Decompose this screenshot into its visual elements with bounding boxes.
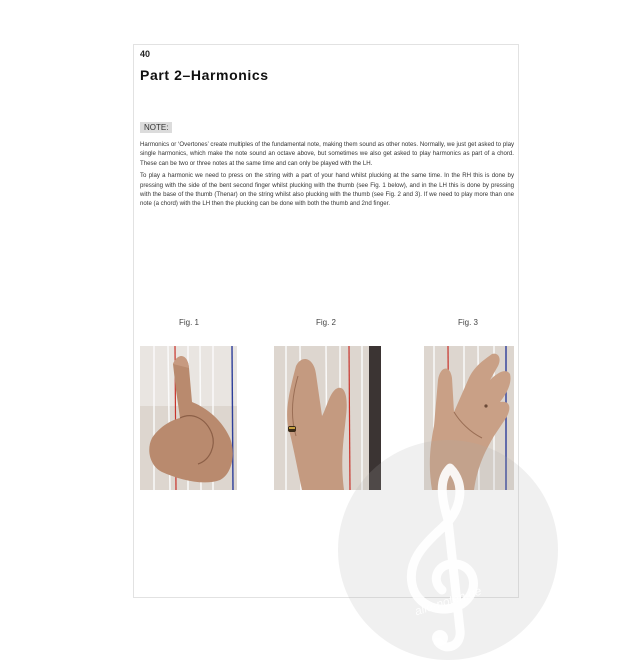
paragraph: Harmonics or ‘Overtones’ create multiples of the fundamental note, making them sound as other notes. Normally, we just get asked to play single harmonics, which make the note sound an octave above, but sometimes we also get asked to play harmonics as part of a chord. These can be two or three notes at the same time and can only be played with the LH. (140, 141, 514, 167)
hand-on-harp-strings-photo (140, 346, 237, 490)
page-number: 40 (140, 49, 151, 59)
body-text (140, 140, 514, 212)
paragraph: To play a harmonic we need to press on the string with a part of your hand whilst plucking at the same time. In the RH this is done by pressing with the side of the bent second finger whilst plucking with the thumb (see Fig. 1 below), and in the LH this is done by pressing with the base of the thumb (Thenar) on the string whilst also plucking with the thumb (see Fig. 2 and 3). If we need to play more than one note (a chord) with the LH then the plucking can be done with both the thumb and 2nd finger. (140, 172, 514, 208)
watermark-text: alle-noten.de (412, 583, 484, 619)
figure-2-photo (274, 346, 381, 490)
watermark (338, 440, 558, 660)
figure-caption-3: Fig. 3 (457, 318, 478, 327)
figure-caption-2: Fig. 2 (315, 318, 336, 327)
note-label: NOTE: (140, 122, 172, 133)
figure-1-photo (140, 346, 237, 490)
figure-caption-1: Fig. 1 (178, 318, 199, 327)
hand-on-harp-strings-photo (274, 346, 381, 490)
page-title: Part 2–Harmonics (140, 67, 269, 83)
